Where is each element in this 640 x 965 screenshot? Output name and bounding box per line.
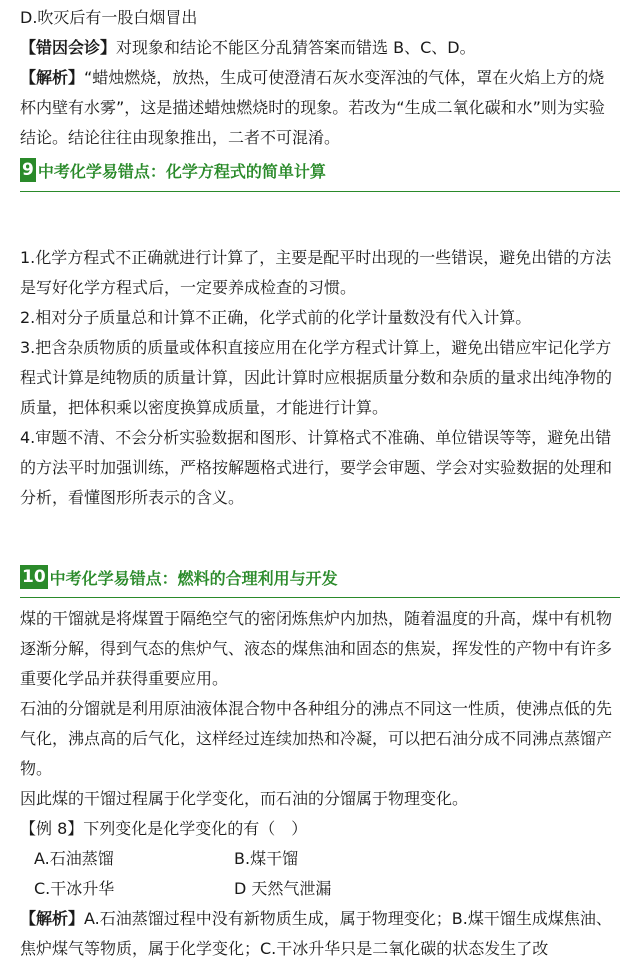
options-row-1 [20, 844, 620, 874]
example-analysis-tag: 【解析】 [20, 909, 85, 928]
diagnosis-paragraph [20, 33, 620, 63]
diagnosis-tag: 【错因会诊】 [20, 38, 117, 57]
section-10-number: 10 [22, 567, 46, 587]
option-c: C.干冰升华 [34, 879, 115, 898]
section-10-divider [20, 597, 620, 598]
option-a: A.石油蒸馏 [34, 849, 114, 868]
options-row-2 [20, 874, 620, 904]
example-analysis-text: A.石油蒸馏过程中没有新物质生成，属于物理变化；B.煤干馏生成煤焦油、焦炉煤气等物质，属于化学变化；C.干冰升华只是二氧化碳的状态发生了改 [20, 909, 612, 958]
analysis-tag: 【解析】 [20, 68, 85, 87]
section-9-item-1: 1.化学方程式不正确就进行计算了，主要是配平时出现的一些错误，避免出错的方法是写好化学方程式后，一定要养成检查的习惯。 [20, 248, 612, 297]
section-9-number: 9 [22, 160, 34, 180]
analysis-paragraph [20, 63, 620, 153]
option-d: D 天然气泄漏 [234, 879, 332, 898]
section-9-header [20, 155, 620, 185]
section-9-item-2: 2.相对分子质量总和计算不正确，化学式前的化学计量数没有代入计算。 [20, 308, 532, 327]
option-d-line: D.吹灭后有一股白烟冒出 [20, 8, 198, 27]
section-9-body [20, 243, 620, 513]
example-analysis-paragraph [20, 904, 620, 964]
conclusion-paragraph: 因此煤的干馏过程属于化学变化，而石油的分馏属于物理变化。 [20, 789, 469, 808]
section-9-title: 中考化学易错点：化学方程式的简单计算 [37, 161, 326, 181]
coal-distillation-paragraph: 煤的干馏就是将煤置于隔绝空气的密闭炼焦炉内加热，随着温度的升高，煤中有机物逐渐分解，得到气态的焦炉气、液态的煤焦油和固态的焦炭，挥发性的产物中有许多重要化学品并获得重要应用。 [20, 609, 613, 688]
example-question: 【例 8】下列变化是化学变化的有（ ） [20, 819, 308, 838]
analysis-text: “蜡烛燃烧，放热，生成可使澄清石灰水变浑浊的气体，罩在火焰上方的烧杯内壁有水雾”，这是描述蜡烛燃烧时的现象。若改为“生成二氧化碳和水”则为实验结论。结论往往由现象推出，二者不可混淆。 [20, 68, 605, 147]
section-10-header [20, 562, 620, 592]
section-10-title: 中考化学易错点：燃料的合理利用与开发 [49, 568, 338, 588]
petroleum-fractionation-paragraph: 石油的分馏就是利用原油液体混合物中各种组分的沸点不同这一性质，使沸点低的先气化，沸点高的后气化，这样经过连续加热和冷凝，可以把石油分成不同沸点蒸馏产物。 [20, 699, 613, 778]
section-9-item-3: 3.把含杂质物质的质量或体积直接应用在化学方程式计算上，避免出错应牢记化学方程式计算是纯物质的质量计算，因此计算时应根据质量分数和杂质的量求出纯净物的质量，把体积乘以密度换算成质量，才能进行计算。 [20, 338, 613, 417]
option-b: B.煤干馏 [234, 849, 299, 868]
block-answer-analysis [20, 3, 620, 153]
section-10-body [20, 604, 620, 964]
diagnosis-text: 对现象和结论不能区分乱猜答案而错选 B、C、D。 [116, 38, 476, 57]
section-9-divider [20, 191, 620, 192]
section-9-item-4: 4.审题不清、不会分析实验数据和图形、计算格式不准确、单位错误等等，避免出错的方法平时加强训练，严格按解题格式进行，要学会审题、学会对实验数据的处理和分析，看懂图形所表示的含义。 [20, 428, 613, 507]
